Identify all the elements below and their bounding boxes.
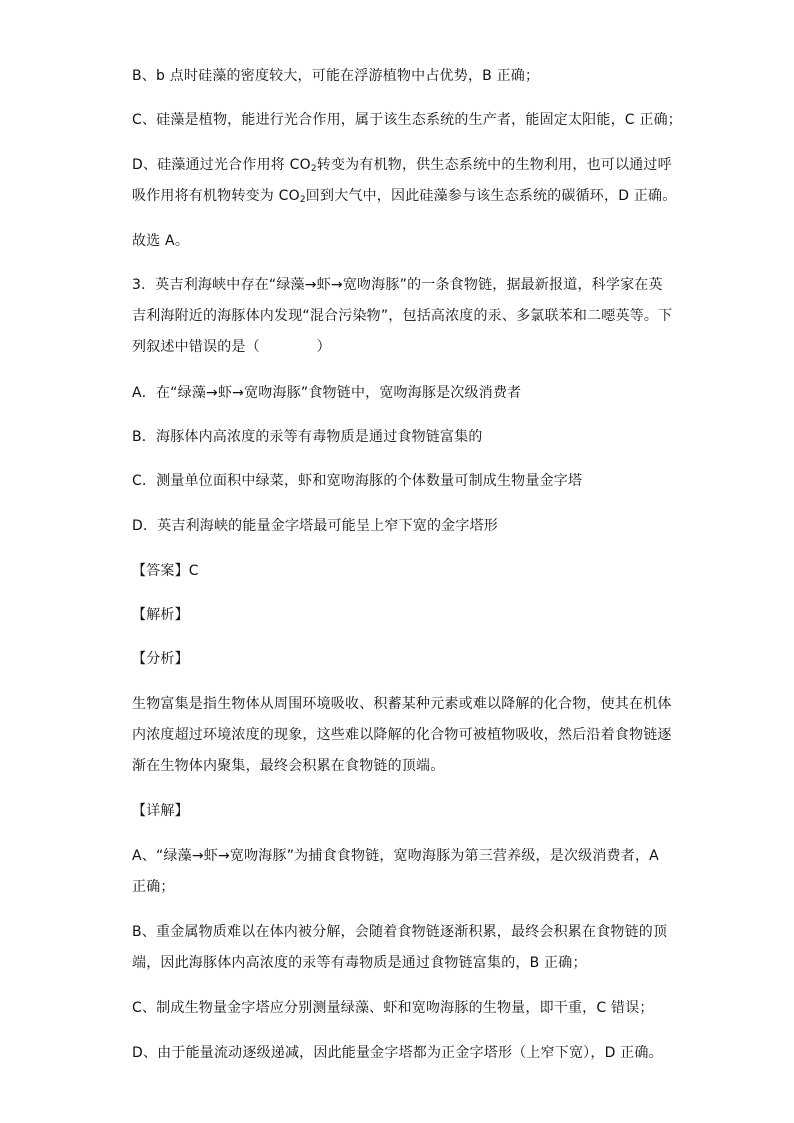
fenxi-line1: 生物富集是指生物体从周围环境吸收、积蓄某种元素或难以降解的化合物，使其在机体 bbox=[132, 696, 672, 712]
text-span: 吸作用将有机物转变为 CO bbox=[132, 188, 300, 204]
question-stem-line1: 3．英吉利海峡中存在“绿藻→虾→宽吻海豚”的一条食物链，据最新报道，科学家在英 bbox=[132, 277, 663, 293]
detail-heading: 【详解】 bbox=[132, 803, 189, 819]
subscript: 2 bbox=[299, 195, 306, 205]
question-stem-line2: 吉利海附近的海豚体内发现“混合污染物”，包括高浓度的汞、多氯联苯和二噁英等。下 bbox=[132, 308, 673, 324]
paragraph-option-b-explanation: B、b 点时硅藻的密度较大，可能在浮游植物中占优势，B 正确； bbox=[132, 68, 540, 84]
detail-b-line1: B、重金属物质难以在体内被分解，会随着食物链逐渐积累，最终会积累在食物链的顶 bbox=[132, 924, 668, 940]
paragraph-option-c-explanation: C、硅藻是植物，能进行光合作用，属于该生态系统的生产者，能固定太阳能，C 正确； bbox=[132, 112, 682, 128]
fenxi-heading: 【分析】 bbox=[132, 651, 189, 667]
paragraph-option-d-explanation-line1 bbox=[132, 155, 672, 175]
analysis-heading: 【解析】 bbox=[132, 607, 189, 623]
question-option-c: C．测量单位面积中绿菜，虾和宽吻海豚的个体数量可制成生物量金字塔 bbox=[132, 473, 583, 489]
detail-a-line1: A、“绿藻→虾→宽吻海豚”为捕食食物链，宽吻海豚为第三营养级，是次级消费者，A bbox=[132, 848, 659, 864]
fenxi-line2: 内浓度超过环境浓度的现象，这些难以降解的化合物可被植物吸收，然后沿着食物链逐 bbox=[132, 727, 672, 743]
detail-d: D、由于能量流动逐级递减，因此能量金字塔都为正金字塔形（上窄下宽），D 正确。 bbox=[132, 1045, 663, 1061]
question-stem-line3: 列叙述中错误的是（ ） bbox=[132, 339, 331, 355]
question-option-a: A．在“绿藻→虾→宽吻海豚”食物链中，宽吻海豚是次级消费者 bbox=[132, 385, 522, 401]
text-span: 转变为有机物，供生态系统中的生物利用，也可以通过呼 bbox=[316, 157, 672, 173]
text-span: 回到大气中，因此硅藻参与该生态系统的碳循环，D 正确。 bbox=[305, 188, 677, 204]
answer-label: 【答案】C bbox=[132, 563, 199, 579]
text-span: D、硅藻通过光合作用将 CO bbox=[132, 157, 311, 173]
detail-a-line2: 正确； bbox=[132, 879, 175, 895]
detail-c: C、制成生物量金字塔应分别测量绿藻、虾和宽吻海豚的生物量，即干重，C 错误； bbox=[132, 1000, 654, 1016]
question-option-d: D．英吉利海峡的能量金字塔最可能呈上窄下宽的金字塔形 bbox=[132, 518, 498, 534]
paragraph-choose-answer: 故选 A。 bbox=[132, 233, 190, 249]
subscript: 2 bbox=[310, 164, 317, 174]
question-option-b: B．海豚体内高浓度的汞等有毒物质是通过食物链富集的 bbox=[132, 429, 483, 445]
paragraph-option-d-explanation-line2 bbox=[132, 186, 677, 206]
fenxi-line3: 渐在生物体内聚集，最终会积累在食物链的顶端。 bbox=[132, 758, 445, 774]
detail-b-line2: 端，因此海豚体内高浓度的汞等有毒物质是通过食物链富集的，B 正确； bbox=[132, 955, 587, 971]
